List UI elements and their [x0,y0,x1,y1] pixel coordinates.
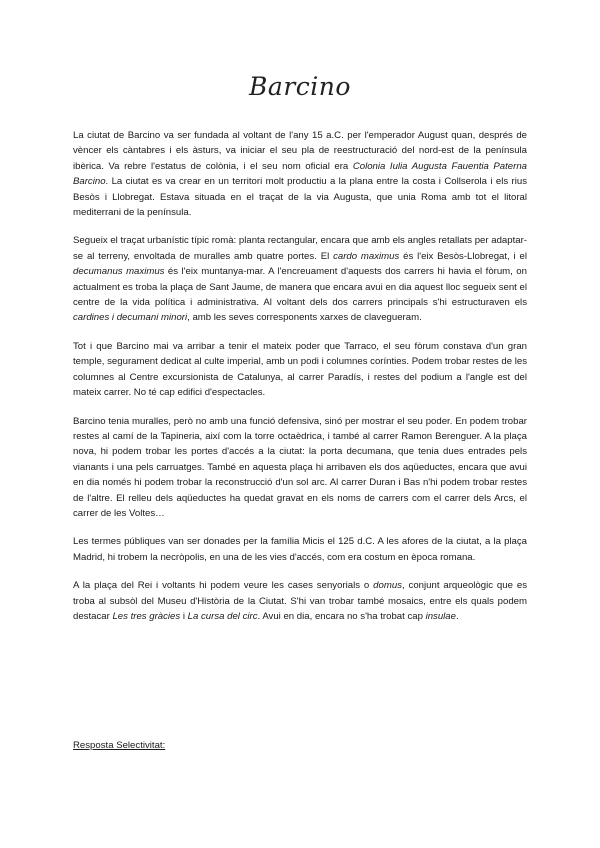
text-run: és l'eix Besòs-Llobregat, i el [399,250,527,262]
text-run: i [180,610,188,622]
text-run: Segueix el traçat urbanístic típic romà: planta rectangular, encara que amb els angles retallats per adaptar-se al terreny, envoltada de muralles amb quatre portes. El [73,235,527,262]
paragraph [73,339,527,401]
text-run: A la plaça del Rei i voltants hi podem veure les cases senyorials o [73,580,374,592]
paragraph [73,534,527,565]
answer-heading: Resposta Selectivitat: [73,740,166,751]
paragraph [73,128,527,220]
italic-term: Colonia Iulia Augusta Fauentia Paterna Barcino [73,160,527,188]
text-run: La ciutat de Barcino va ser fundada al voltant de l'any 15 a.C. per l'emperador August quan, després de vèncer els càntabres i els àsturs, va iniciar el seu pla de reestructuració del nord-est de la península ibèrica. Va rebre l'estatus de colònia, i el seu nom oficial era [73,130,527,172]
text-run: . [455,610,459,622]
text-run: . Avui en dia, encara no s'ha trobat cap [257,610,426,622]
text-run: és l'eix muntanya-mar. A l'encreuament d'aquests dos carrers hi havia el fòrum, on actualment es troba la plaça de Sant Jaume, de manera que encara avui en dia aquest lloc segueix sent el centre de la vida política i administrativa. Al voltant dels dos carrers principals s'hi estructuraven els [73,266,527,309]
page-title: Barcino [249,72,351,101]
italic-term: cardines i decumani minori [73,312,188,324]
text-run: Les termes públiques van ser donades per la família Micis el 125 d.C. A les afores de la ciutat, a la plaça Madrid, hi trobem la necròpolis, en una de les vies d'accés, com era costum en època romana. [73,536,527,563]
italic-term: insulae [425,610,456,622]
text-run: . La ciutat es va crear en un territori molt productiu a la plana entre la costa i Collserola i els rius Besòs i Llobregat. Estava situada en el traçat de la via Augusta, que unia Roma amb tot el litoral mediterrani de la península. [73,176,527,219]
italic-term: Les tres gràcies [112,610,181,622]
text-run: , amb les seves corresponents xarxes de clavegueram. [187,312,422,324]
paragraph [73,578,527,624]
text-run: Tot i que Barcino mai va arribar a tenir el mateix poder que Tarraco, el seu fòrum constava d'un gran temple, segurament dedicat al culte imperial, amb un podi i columnes corínties. Podem trobar restes de les columnes al Centre excursionista de Catalunya, al carrer Paradís, i restes del podium a l'angle est del mateix carrer. No té cap edifici d'espectacles. [73,340,527,399]
paragraph [73,233,527,325]
italic-term: domus [373,580,402,592]
italic-term: cardo maximus [333,250,400,262]
text-run: , conjunt arqueològic que es troba al subsòl del Museu d'Història de la Ciutat. S'hi van trobar també mosaics, entre els quals podem destacar [73,580,527,622]
document-body [73,128,527,637]
italic-term: decumanus maximus [73,266,165,278]
italic-term: La cursa del circ [187,610,258,622]
paragraph [73,414,527,522]
text-run: Barcino tenia muralles, però no amb una funció defensiva, sinó per mostrar el seu poder. En podem trobar restes al camí de la Tapineria, així com la torre octaèdrica, i també al carrer Ramon Berenguer. A la plaça nova, hi podem trobar les portes d'accés a la ciutat: la porta decumana, que tenia dues entrades pels vianants i una pels carruatges. També en aquesta plaça hi arribaven els dos aqüeductes, encara que avui en dia només hi podem trobar la reconstrucció d'un sol arc. Al carrer Duran i Bas n'hi podem trobar restes de l'altre. El relleu dels aqüeductes ha quedat gravat en els noms de carrers com el carrer dels Arcs, el carrer de les Voltes… [73,415,527,519]
